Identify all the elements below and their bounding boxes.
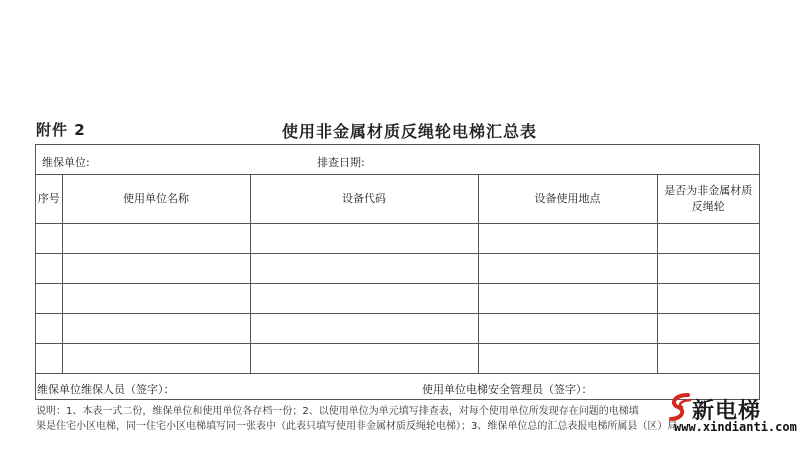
inspection-date-label: 排查日期:: [317, 156, 365, 169]
table-cell: [36, 254, 62, 284]
table-cell: [478, 284, 657, 314]
table-cell: [36, 344, 62, 374]
table-cell: [62, 224, 250, 254]
table-cell: [62, 344, 250, 374]
watermark-text: 新电梯: [692, 399, 762, 424]
note-line-2: 果是住宅小区电梯，同一住宅小区电梯填写同一张表中（此表只填写使用非金属材质反绳轮电梯）；3、维保单位总的汇总表报电梯所属县（区）局: [36, 421, 678, 432]
note-line-1: 说明：1、本表一式二份，维保单位和使用单位各存档一份；2、以使用单位为单元填写排查表，对每个使用单位所发现存在问题的电梯填: [36, 406, 639, 417]
table-row: [36, 344, 759, 374]
table-cell: [657, 254, 759, 284]
watermark-url: www.xindianti.com: [674, 420, 797, 434]
table-cell: [478, 344, 657, 374]
site-watermark: [668, 392, 796, 440]
table-row: [36, 224, 759, 254]
table-cell: [657, 284, 759, 314]
column-header-nonmetal: 是否为非金属材质反绳轮: [657, 175, 759, 224]
table-header-row: [36, 175, 759, 224]
table-cell: [478, 224, 657, 254]
table-cell: [250, 314, 478, 344]
table-cell: [250, 254, 478, 284]
table-cell: [250, 224, 478, 254]
table-cell: [478, 314, 657, 344]
table-cell: [62, 254, 250, 284]
column-header-user-unit: 使用单位名称: [62, 175, 250, 224]
table-row: [36, 284, 759, 314]
table-cell: [250, 284, 478, 314]
table-cell: [657, 314, 759, 344]
table-cell: [36, 314, 62, 344]
table-cell: [250, 344, 478, 374]
column-header-index: 序号: [36, 175, 62, 224]
table-cell: [62, 284, 250, 314]
safety-manager-signature-label: 使用单位电梯安全管理员（签字）：: [422, 383, 593, 396]
table-row: [36, 254, 759, 284]
table-cell: [62, 314, 250, 344]
page-title: 使用非金属材质反绳轮电梯汇总表: [282, 122, 538, 141]
table-cell: [36, 224, 62, 254]
signature-row: [36, 373, 759, 400]
table-cell: [36, 284, 62, 314]
table-cell: [478, 254, 657, 284]
maintenance-unit-label: 维保单位:: [42, 156, 90, 169]
table-row: [36, 314, 759, 344]
elevator-table: [36, 175, 759, 374]
column-header-location: 设备使用地点: [478, 175, 657, 224]
info-row: [36, 145, 759, 175]
notes: [36, 404, 696, 434]
maintainer-signature-label: 维保单位维保人员（签字）：: [37, 383, 175, 396]
summary-form: [35, 144, 760, 400]
table-cell: [657, 224, 759, 254]
attachment-label: 附件 2: [36, 121, 86, 139]
column-header-device-code: 设备代码: [250, 175, 478, 224]
table-cell: [657, 344, 759, 374]
